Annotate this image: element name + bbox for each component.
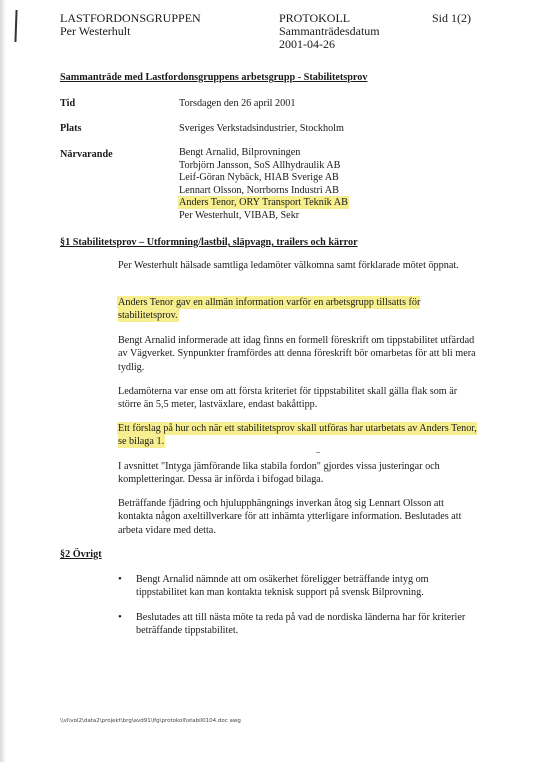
attendee-item [179,197,348,210]
time-label: Tid [60,98,76,109]
paragraph-welcome: Per Westerhult hälsade samtliga ledamöter välkomna samt förklarade mötet öppnat. [118,260,459,271]
attendee-name: Per Westerhult, VIBAB, Sekr [179,209,300,221]
paragraph-regulation: Bengt Arnalid informerade att idag finns en formell föreskrift om tippstabilitet utfärdad av Vägverket. Synpunkter framfördes att denna föreskrift bör omarbetas för att bli mera tydlig. [118,335,476,373]
attendee-item [179,210,348,223]
attendee-list [179,147,348,223]
meeting-date: 2001-04-26 [279,37,335,51]
place-value: Sveriges Verkstadsindustrier, Stockholm [179,123,344,134]
paragraph-highlighted-info [118,296,478,323]
bullet-dot-icon: • [118,573,122,585]
page-title: Sammanträde med Lastfordonsgruppens arbetsgrupp - Stabilitetsprov [60,72,368,83]
paragraph-highlighted-proposal [118,422,478,449]
org-name: LASTFORDONSGRUPPEN [60,11,201,25]
bullet-text: Bengt Arnalid nämnde att om osäkerhet föreligger beträffande intyg om tippstabilitet kan man kontakta teknisk support på svensk Bilprovning. [136,574,429,599]
bullet-text: Beslutades att till nästa möte ta reda på vad de nordiska länderna har för kriterier beträffande tippstabilitet. [136,612,466,637]
highlighted-text: Ett förslag på hur och när ett stabilitetsprov skall utföras har utarbetats av Anders Tenor, se bilaga 1. [118,423,477,448]
attendee-name-highlighted: Anders Tenor, ORY Transport Teknik AB [179,197,348,209]
attendee-item [179,172,348,185]
header-author: Per Westerhult [60,24,131,38]
bullet-dot-icon: • [118,611,122,623]
doc-type: PROTOKOLL [279,11,351,25]
pencil-mark [316,452,320,453]
place-label: Plats [60,123,82,134]
paragraph-adjustments: I avsnittet "Intyga jämförande lika stabila fordon" gjordes vissa justeringar och kompletteringar. Dessa är införda i bifogad bilaga. [118,461,440,486]
attendee-name: Torbjörn Jansson, SoS Allhydraulik AB [179,159,341,171]
date-label: Sammanträdesdatum [279,24,380,38]
page-number: Sid 1(2) [432,11,471,25]
attendee-item [179,185,348,198]
attendee-name: Leif-Göran Nybäck, HIAB Sverige AB [179,172,339,184]
file-path-footer: \\vl\vol2\data2\projekt\brg\avd91\lfg\protokoll\stabil0104.doc awg [60,718,241,724]
paragraph-criteria: Ledamöterna var ense om att första kriteriet för tippstabilitet skall gälla flak som är större än 5,5 meter, lastväxlare, endast bakåttipp. [118,386,458,411]
present-label: Närvarande [60,149,113,160]
attendee-name: Bengt Arnalid, Bilprovningen [179,147,301,158]
scan-edge [0,0,6,762]
attendee-item [179,160,348,173]
margin-pen-mark [14,10,17,42]
attendee-item [179,147,348,160]
section2-heading: §2 Övrigt [60,549,102,560]
bullet-item [118,573,478,603]
section1-heading: §1 Stabilitetsprov – Utformning/lastbil, släpvagn, trailers och kärror [60,237,358,248]
time-value: Torsdagen den 26 april 2001 [179,98,296,109]
attendee-name: Lennart Olsson, Norrborns Industri AB [179,184,339,196]
highlighted-text: Anders Tenor gav en allmän information varför en arbetsgrupp tillsatts för stabilitetsprov. [118,297,421,322]
bullet-item [118,611,478,641]
paragraph-suspension: Beträffande fjädring och hjulupphängnings inverkan åtog sig Lennart Olsson att kontakta någon axeltillverkare för att inhämta ytterligare information. Beslutades att arbeta vidare med detta. [118,498,462,536]
